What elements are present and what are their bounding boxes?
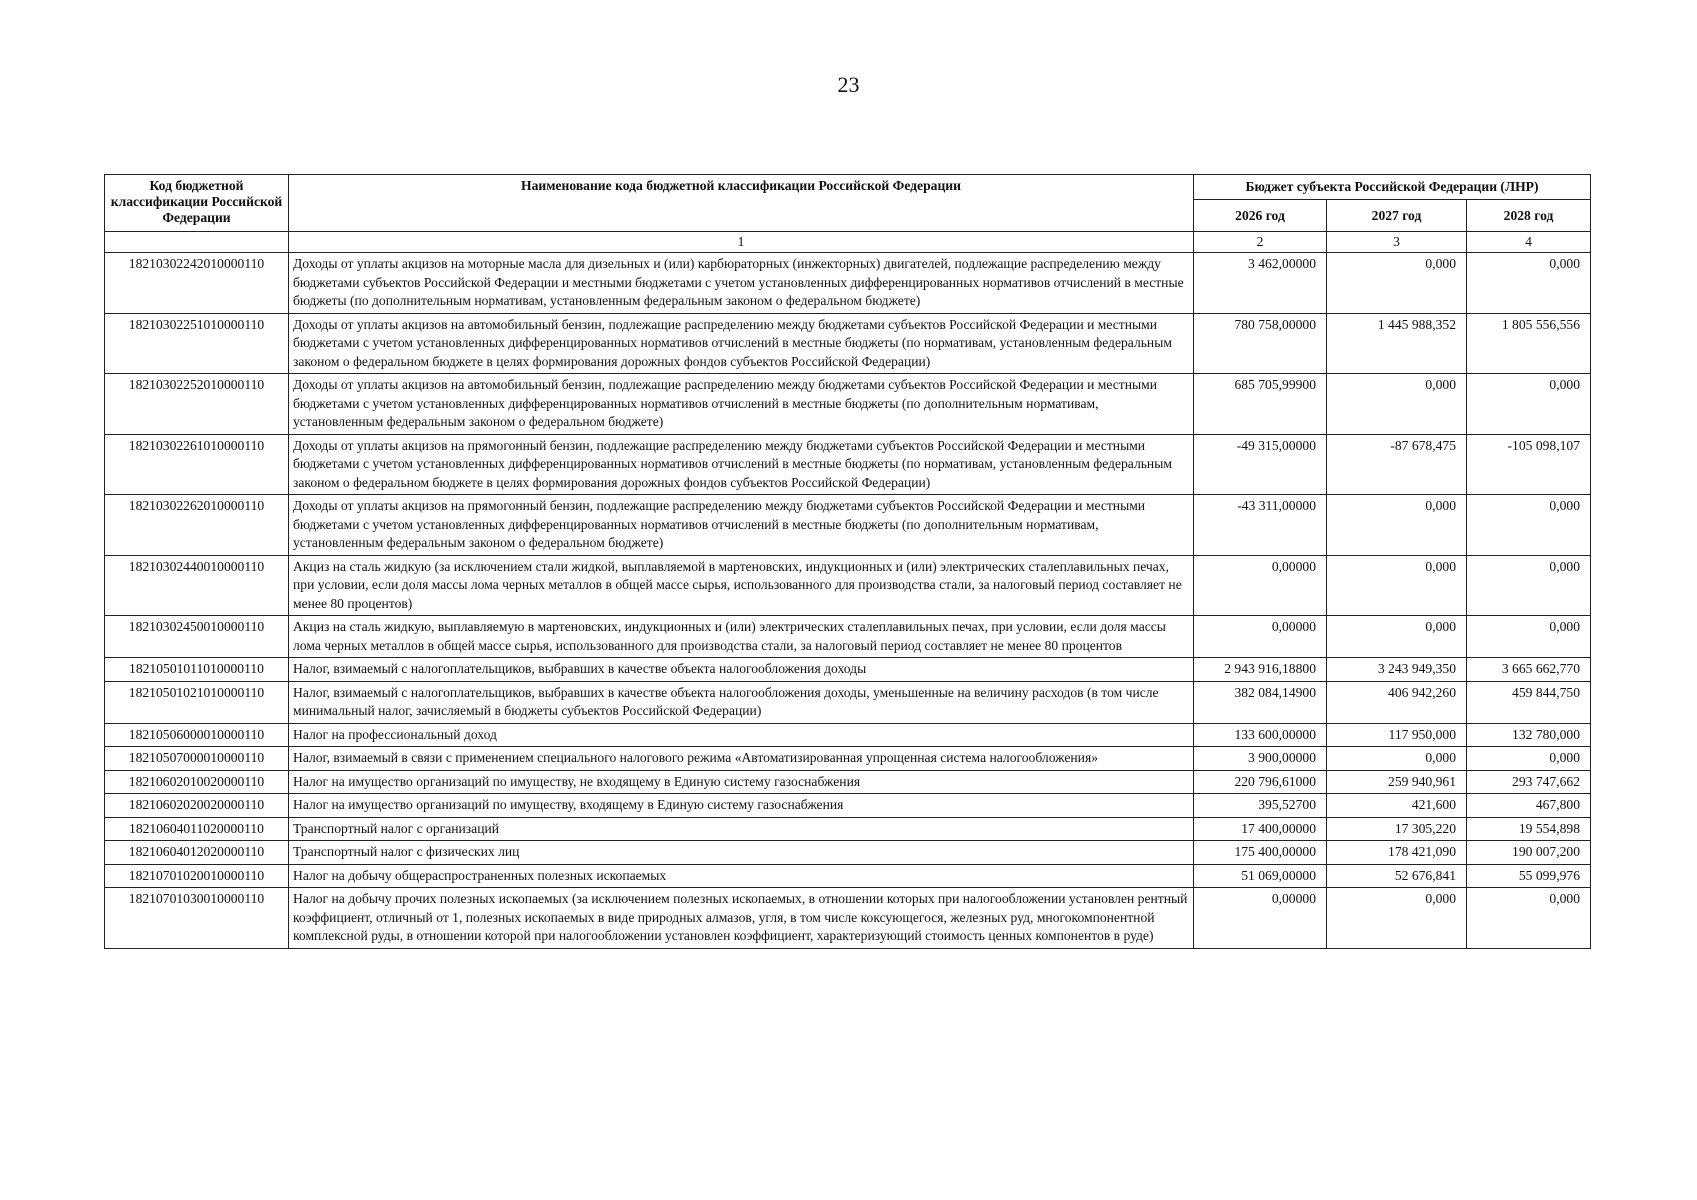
value-2028-cell: -105 098,107 (1467, 434, 1591, 495)
value-2027-cell: 0,000 (1327, 747, 1467, 771)
value-2028-cell: 55 099,976 (1467, 864, 1591, 888)
page-number: 23 (837, 72, 860, 97)
value-2028-cell: 1 805 556,556 (1467, 313, 1591, 374)
value-2026-cell: 17 400,00000 (1194, 817, 1327, 841)
budget-name-cell: Доходы от уплаты акцизов на моторные масла для дизельных и (или) карбюраторных (инжекторных) двигателей, подлежащие распределению между бюджетами субъектов Российской Федерации и местными бюджетами с учетом установленных дифференцированных нормативов отчислений в местные бюджеты (по дополнительным нормативам, установленным федеральным законом о федеральном бюджете) (289, 253, 1194, 314)
value-2026-cell: 780 758,00000 (1194, 313, 1327, 374)
value-2028-cell: 132 780,000 (1467, 723, 1591, 747)
value-2026-cell: 0,00000 (1194, 888, 1327, 949)
value-2026-cell: -43 311,00000 (1194, 495, 1327, 556)
value-2027-cell: 0,000 (1327, 374, 1467, 435)
budget-code-cell: 18210701030010000110 (105, 888, 289, 949)
budget-code-cell: 18210604011020000110 (105, 817, 289, 841)
value-2028-cell: 293 747,662 (1467, 770, 1591, 794)
table-row (105, 434, 1591, 495)
budget-name-cell: Транспортный налог с физических лиц (289, 841, 1194, 865)
budget-name-cell: Акциз на сталь жидкую, выплавляемую в мартеновских, индукционных и (или) электрических сталеплавильных печах, при условии, если доля массы лома черных металлов в общей массе сырья, использованного для производства стали, за налоговый период составляет не менее 80 процентов (289, 616, 1194, 658)
value-2028-cell: 19 554,898 (1467, 817, 1591, 841)
budget-name-cell: Налог, взимаемый в связи с применением специального налогового режима «Автоматизированная упрощенная система налогообложения» (289, 747, 1194, 771)
column-number: 4 (1467, 232, 1591, 253)
column-number: 3 (1327, 232, 1467, 253)
budget-name-cell: Доходы от уплаты акцизов на прямогонный бензин, подлежащие распределению между бюджетами субъектов Российской Федерации и местными бюджетами с учетом установленных дифференцированных нормативов отчислений в местные бюджеты (по нормативам, установленным федеральным законом о федеральном бюджете в целях формирования дорожных фондов субъектов Российской Федерации) (289, 434, 1194, 495)
value-2027-cell: 259 940,961 (1327, 770, 1467, 794)
value-2027-cell: 3 243 949,350 (1327, 658, 1467, 682)
table-row (105, 658, 1591, 682)
value-2026-cell: 382 084,14900 (1194, 681, 1327, 723)
budget-name-cell: Доходы от уплаты акцизов на автомобильный бензин, подлежащие распределению между бюджетами субъектов Российской Федерации и местными бюджетами с учетом установленных дифференцированных нормативов отчислений в местные бюджеты (по дополнительным нормативам, установленным федеральным законом о федеральном бюджете) (289, 374, 1194, 435)
budget-code-cell: 18210302440010000110 (105, 555, 289, 616)
budget-name-cell: Налог на имущество организаций по имуществу, не входящему в Единую систему газоснабжения (289, 770, 1194, 794)
table-row (105, 253, 1591, 314)
value-2027-cell: 0,000 (1327, 555, 1467, 616)
table-row (105, 723, 1591, 747)
budget-name-cell: Доходы от уплаты акцизов на автомобильный бензин, подлежащие распределению между бюджетами субъектов Российской Федерации и местными бюджетами с учетом установленных дифференцированных нормативов отчислений в местные бюджеты (по нормативам, установленным федеральным законом о федеральном бюджете в целях формирования дорожных фондов субъектов Российской Федерации) (289, 313, 1194, 374)
value-2026-cell: 133 600,00000 (1194, 723, 1327, 747)
value-2028-cell: 0,000 (1467, 888, 1591, 949)
value-2026-cell: 2 943 916,18800 (1194, 658, 1327, 682)
table-row (105, 374, 1591, 435)
column-number: 2 (1194, 232, 1327, 253)
value-2028-cell: 0,000 (1467, 555, 1591, 616)
table-row (105, 616, 1591, 658)
budget-code-cell: 18210501021010000110 (105, 681, 289, 723)
value-2027-cell: 178 421,090 (1327, 841, 1467, 865)
value-2028-cell: 0,000 (1467, 253, 1591, 314)
budget-code-cell: 18210302251010000110 (105, 313, 289, 374)
column-number-row (105, 232, 1591, 253)
table-row (105, 864, 1591, 888)
budget-name-cell: Акциз на сталь жидкую (за исключением стали жидкой, выплавляемой в мартеновских, индукционных и (или) электрических сталеплавильных печах, при условии, если доля массы лома черных металлов в общей массе сырья, использованного для производства стали, за налоговый период составляет не менее 80 процентов) (289, 555, 1194, 616)
value-2027-cell: 117 950,000 (1327, 723, 1467, 747)
table-row (105, 794, 1591, 818)
value-2026-cell: -49 315,00000 (1194, 434, 1327, 495)
budget-code-cell: 18210602010020000110 (105, 770, 289, 794)
column-number (105, 232, 289, 253)
value-2026-cell: 0,00000 (1194, 555, 1327, 616)
table-row (105, 313, 1591, 374)
budget-code-cell: 18210506000010000110 (105, 723, 289, 747)
budget-name-cell: Налог, взимаемый с налогоплательщиков, выбравших в качестве объекта налогообложения доходы, уменьшенные на величину расходов (в том числе минимальный налог, зачисляемый в бюджеты субъектов Российской Федерации) (289, 681, 1194, 723)
table-row (105, 770, 1591, 794)
value-2028-cell: 3 665 662,770 (1467, 658, 1591, 682)
budget-code-cell: 18210602020020000110 (105, 794, 289, 818)
value-2027-cell: 0,000 (1327, 616, 1467, 658)
value-2028-cell: 0,000 (1467, 747, 1591, 771)
budget-name-cell: Налог на имущество организаций по имуществу, входящему в Единую систему газоснабжения (289, 794, 1194, 818)
value-2027-cell: 17 305,220 (1327, 817, 1467, 841)
budget-name-cell: Налог на добычу прочих полезных ископаемых (за исключением полезных ископаемых, в отношении которых при налогообложении установлен рентный коэффициент, отличный от 1, полезных ископаемых в виде природных алмазов, угля, в том числе коксующегося, железных руд, многокомпонентной комплексной руды, в отношении которой при налогообложении установлен коэффициент, характеризующий стоимость ценных компонентов в руде) (289, 888, 1194, 949)
budget-name-cell: Налог на профессиональный доход (289, 723, 1194, 747)
value-2027-cell: 1 445 988,352 (1327, 313, 1467, 374)
table-row (105, 747, 1591, 771)
value-2026-cell: 3 462,00000 (1194, 253, 1327, 314)
budget-name-cell: Налог на добычу общераспространенных полезных ископаемых (289, 864, 1194, 888)
budget-name-cell: Транспортный налог с организаций (289, 817, 1194, 841)
budget-code-cell: 18210302262010000110 (105, 495, 289, 556)
value-2028-cell: 0,000 (1467, 374, 1591, 435)
budget-name-cell: Налог, взимаемый с налогоплательщиков, выбравших в качестве объекта налогообложения доходы (289, 658, 1194, 682)
value-2026-cell: 51 069,00000 (1194, 864, 1327, 888)
value-2028-cell: 0,000 (1467, 495, 1591, 556)
table-body (105, 253, 1591, 949)
budget-table (104, 174, 1591, 949)
header-code: Код бюджетной классификации Российской Федерации (105, 175, 289, 232)
header-year-2028: 2028 год (1467, 200, 1591, 232)
table-row (105, 495, 1591, 556)
value-2026-cell: 3 900,00000 (1194, 747, 1327, 771)
value-2026-cell: 685 705,99900 (1194, 374, 1327, 435)
value-2027-cell: 0,000 (1327, 888, 1467, 949)
budget-code-cell: 18210302261010000110 (105, 434, 289, 495)
value-2028-cell: 459 844,750 (1467, 681, 1591, 723)
value-2027-cell: 406 942,260 (1327, 681, 1467, 723)
value-2027-cell: 0,000 (1327, 495, 1467, 556)
value-2028-cell: 0,000 (1467, 616, 1591, 658)
value-2027-cell: 0,000 (1327, 253, 1467, 314)
budget-code-cell: 18210501011010000110 (105, 658, 289, 682)
value-2028-cell: 467,800 (1467, 794, 1591, 818)
budget-code-cell: 18210302450010000110 (105, 616, 289, 658)
header-budget: Бюджет субъекта Российской Федерации (ЛНР) (1194, 175, 1591, 200)
value-2026-cell: 175 400,00000 (1194, 841, 1327, 865)
value-2027-cell: 421,600 (1327, 794, 1467, 818)
column-number: 1 (289, 232, 1194, 253)
table-row (105, 681, 1591, 723)
table-row (105, 841, 1591, 865)
table-row (105, 555, 1591, 616)
value-2028-cell: 190 007,200 (1467, 841, 1591, 865)
budget-code-cell: 18210302242010000110 (105, 253, 289, 314)
value-2027-cell: -87 678,475 (1327, 434, 1467, 495)
header-year-2026: 2026 год (1194, 200, 1327, 232)
budget-name-cell: Доходы от уплаты акцизов на прямогонный бензин, подлежащие распределению между бюджетами субъектов Российской Федерации и местными бюджетами с учетом установленных дифференцированных нормативов отчислений в местные бюджеты (по дополнительным нормативам, установленным федеральным законом о федеральном бюджете) (289, 495, 1194, 556)
table-row (105, 888, 1591, 949)
budget-code-cell: 18210701020010000110 (105, 864, 289, 888)
header-year-2027: 2027 год (1327, 200, 1467, 232)
table-row (105, 817, 1591, 841)
value-2026-cell: 0,00000 (1194, 616, 1327, 658)
header-name: Наименование кода бюджетной классификации Российской Федерации (289, 175, 1194, 232)
value-2026-cell: 220 796,61000 (1194, 770, 1327, 794)
budget-code-cell: 18210604012020000110 (105, 841, 289, 865)
value-2026-cell: 395,52700 (1194, 794, 1327, 818)
budget-code-cell: 18210302252010000110 (105, 374, 289, 435)
value-2027-cell: 52 676,841 (1327, 864, 1467, 888)
budget-code-cell: 18210507000010000110 (105, 747, 289, 771)
